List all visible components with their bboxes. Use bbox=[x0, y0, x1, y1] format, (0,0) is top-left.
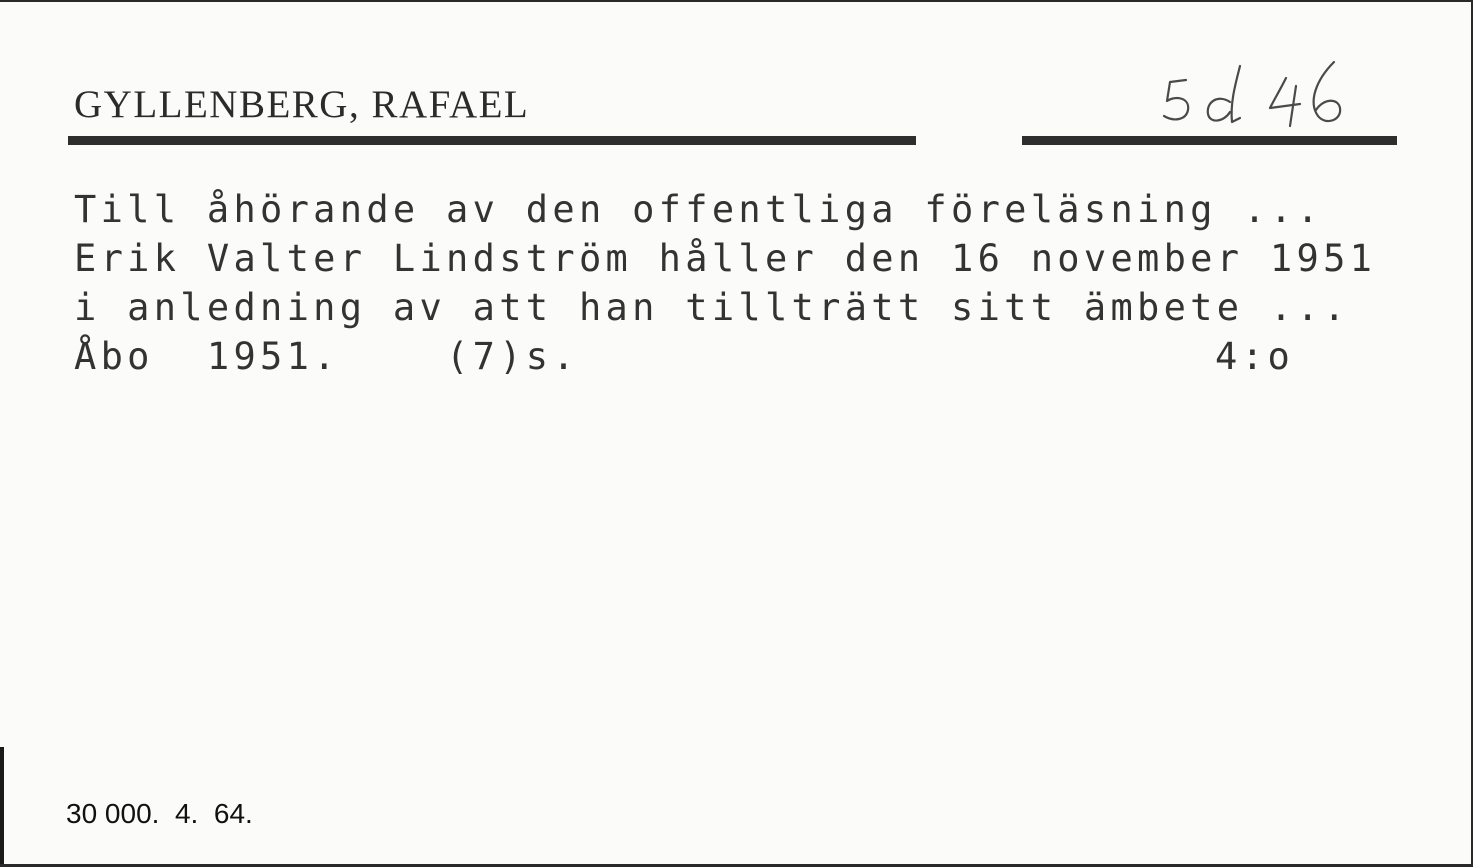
handwritten-shelfmark bbox=[1158, 56, 1378, 130]
format-size: 4:o bbox=[1215, 335, 1294, 378]
shelfmark-underline bbox=[1022, 136, 1397, 145]
body-line: Till åhörande av den offentliga föreläsning ... bbox=[74, 188, 1324, 231]
card-print-code: 30 000. 4. 64. bbox=[66, 798, 253, 829]
card-body-text bbox=[74, 185, 1376, 381]
card-heading-author: GYLLENBERG, RAFAEL bbox=[74, 83, 530, 126]
body-line: Åbo 1951. (7)s. bbox=[74, 335, 579, 378]
card-edge-shadow bbox=[0, 747, 4, 867]
heading-underline bbox=[68, 136, 916, 145]
body-line: Erik Valter Lindström håller den 16 november 1951 bbox=[74, 237, 1377, 280]
body-line: i anledning av att han tillträtt sitt ämbete ... bbox=[74, 286, 1350, 329]
